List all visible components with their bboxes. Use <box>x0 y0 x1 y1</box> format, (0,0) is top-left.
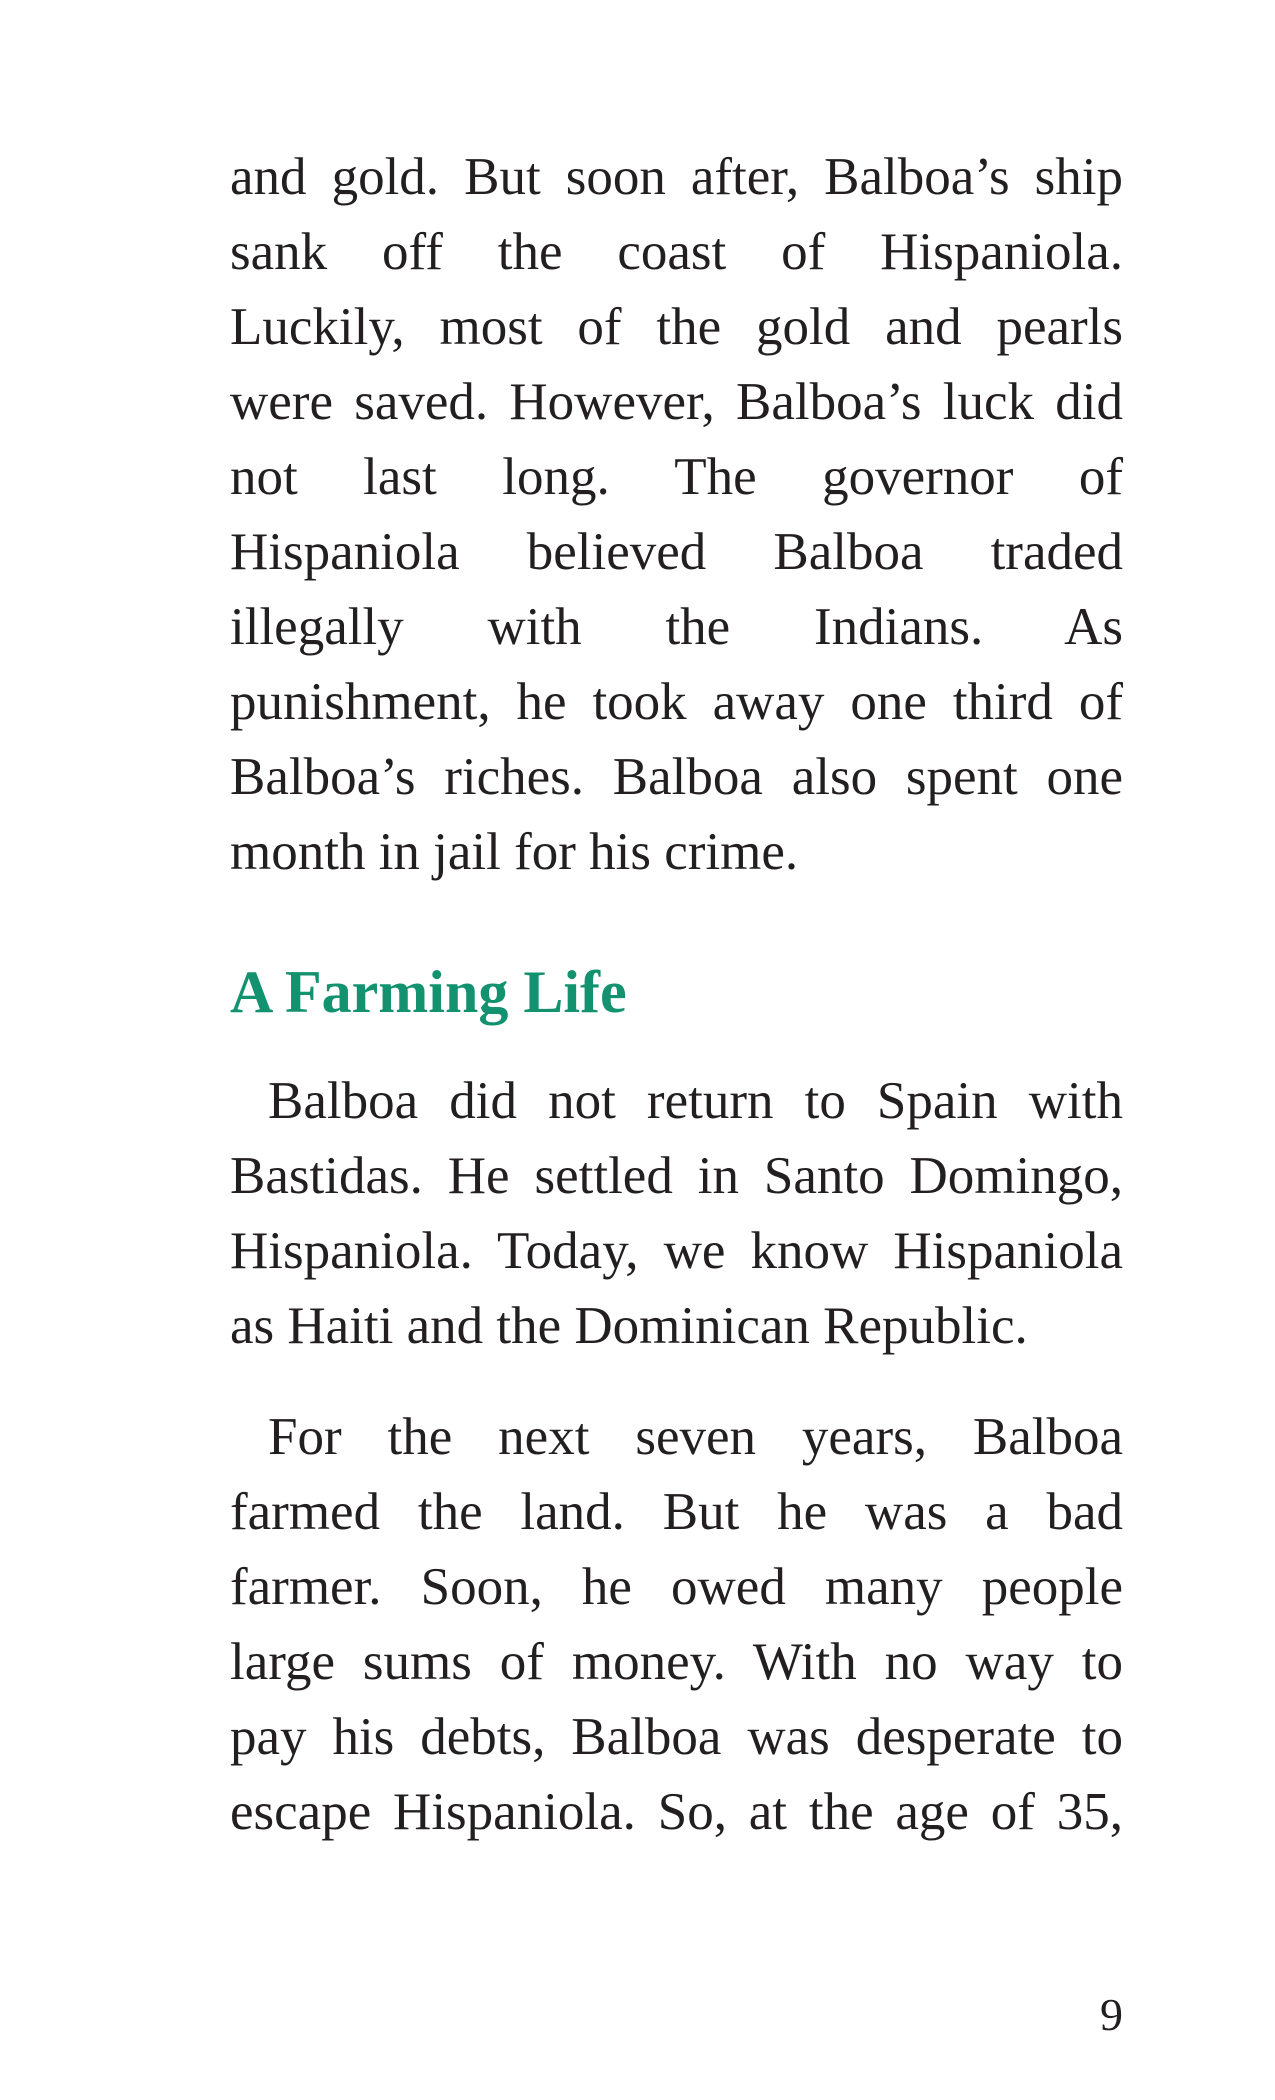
text-line: large sums of money. With no way to <box>230 1633 1123 1691</box>
text-line: illegally with the Indians. As <box>230 598 1123 656</box>
paragraph-farming-years <box>230 1400 1123 1850</box>
text-line: For the next seven years, Balboa <box>268 1408 1123 1466</box>
paragraph-santo-domingo <box>230 1064 1123 1364</box>
text-line: were saved. However, Balboa’s luck did <box>230 373 1123 431</box>
text-line: Bastidas. He settled in Santo Domingo, <box>230 1147 1123 1205</box>
text-line: not last long. The governor of <box>230 448 1123 506</box>
text-line: pay his debts, Balboa was desperate to <box>230 1708 1123 1766</box>
text-line: Hispaniola. Today, we know Hispaniola <box>230 1222 1123 1280</box>
section-heading: A Farming Life <box>230 959 627 1025</box>
text-line: punishment, he took away one third of <box>230 673 1123 731</box>
text-line: and gold. But soon after, Balboa’s ship <box>230 148 1123 206</box>
text-line: sank off the coast of Hispaniola. <box>230 223 1123 281</box>
paragraph-balboa-ship <box>230 140 1123 890</box>
page-number: 9 <box>1100 1989 1123 2040</box>
text-line: farmed the land. But he was a bad <box>230 1483 1123 1541</box>
text-line: Balboa did not return to Spain with <box>268 1072 1123 1130</box>
text-line: Luckily, most of the gold and pearls <box>230 298 1123 356</box>
page-content <box>230 140 1123 1850</box>
text-line: as Haiti and the Dominican Republic. <box>230 1297 1028 1355</box>
text-line: Balboa’s riches. Balboa also spent one <box>230 748 1123 806</box>
text-line: escape Hispaniola. So, at the age of 35, <box>230 1783 1123 1841</box>
text-line: Hispaniola believed Balboa traded <box>230 523 1123 581</box>
text-line: month in jail for his crime. <box>230 823 799 881</box>
text-line: farmer. Soon, he owed many people <box>230 1558 1123 1616</box>
